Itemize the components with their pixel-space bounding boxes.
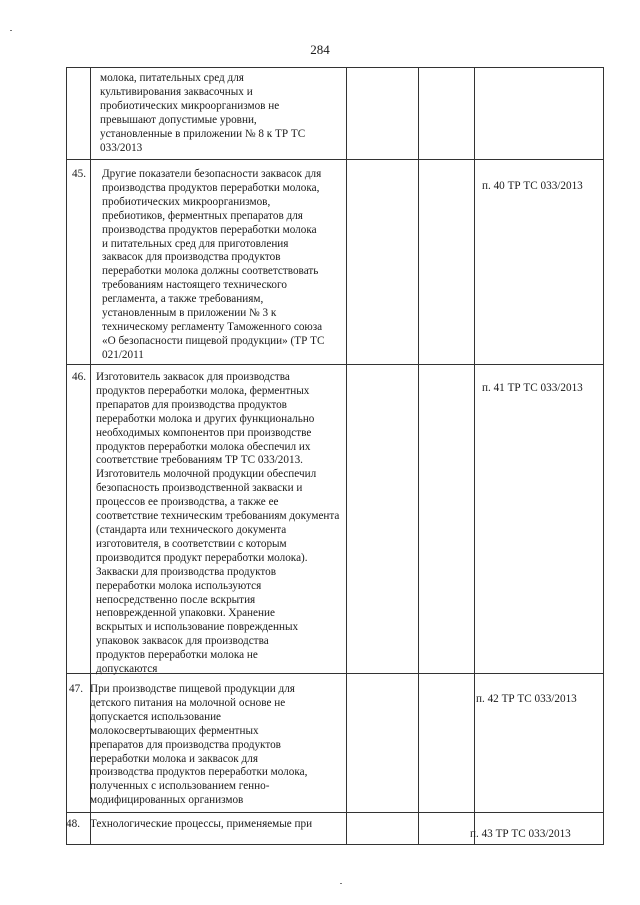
requirement-text: При производстве пищевой продукции для детского питания на молочной основе не допускается использование молокосвертывающих ферментных препаратов для производства продуктов переработки молока и заквасок для производства продуктов переработки молока, полученных с использованием генно- модифицированных организмов: [90, 683, 308, 807]
row-number: 45.: [72, 168, 86, 180]
scan-speck: [340, 883, 342, 884]
table-bottom-border: [66, 844, 604, 845]
column-border: [418, 67, 419, 845]
row-divider: [66, 159, 604, 160]
page-number: 284: [310, 42, 330, 57]
regulation-reference: п. 42 ТР ТС 033/2013: [476, 693, 577, 705]
row-number: 48.: [66, 818, 80, 830]
requirement-text: молока, питательных сред для культивирования заквасочных и пробиотических микроорганизмов не превышают допустимые уровни, установленные в приложении № 8 к ТР ТС 033/2013: [100, 72, 306, 154]
row-divider: [66, 364, 604, 365]
table-top-border: [66, 67, 604, 68]
requirement-text: Технологические процессы, применяемые при: [90, 818, 313, 830]
regulation-reference: п. 41 ТР ТС 033/2013: [482, 382, 583, 394]
row-number: 47.: [69, 683, 83, 695]
regulation-reference: п. 40 ТР ТС 033/2013: [482, 180, 583, 192]
row-number: 46.: [72, 371, 86, 383]
column-border: [66, 67, 67, 845]
requirement-text: Другие показатели безопасности заквасок для производства продуктов переработки молока, пробиотических микроорганизмов, пребиотиков, ферментных препаратов для производства продуктов переработки молока и питательных сред для приготовления заквасок для производства продуктов переработки молока должны соответствовать требованиям настоящего технического регламента, а также требованиям, установленным в приложении № 3 к техническому регламенту Таможенного союза «О безопасности пищевой продукции» (ТР ТС 021/2011: [102, 168, 325, 361]
regulation-reference: п. 43 ТР ТС 033/2013: [470, 828, 571, 840]
row-divider: [66, 812, 604, 813]
column-border: [603, 67, 604, 845]
requirement-text: Изготовитель заквасок для производства продуктов переработки молока, ферментных препаратов для производства продуктов переработки молока и других функционально необходимых компонентов при производстве продуктов переработки молока обеспечил их соответствие требованиям ТР ТС 033/2013. Изготовитель молочной продукции обеспечил безопасность производственной закваски и процессов ее производства, а также ее соответствие техническим требованиям документа (стандарта или технического документа изготовителя, в соответствии с которым производится продукт переработки молока). Закваски для производства продуктов переработки молока используются непосредственно после вскрытия неповрежденной упаковки. Хранение вскрытых и использование поврежденных упаковок заквасок для производства продуктов переработки молока не допускаются: [96, 371, 340, 676]
scan-speck: [10, 30, 12, 31]
column-border: [346, 67, 347, 845]
column-border: [474, 67, 475, 845]
